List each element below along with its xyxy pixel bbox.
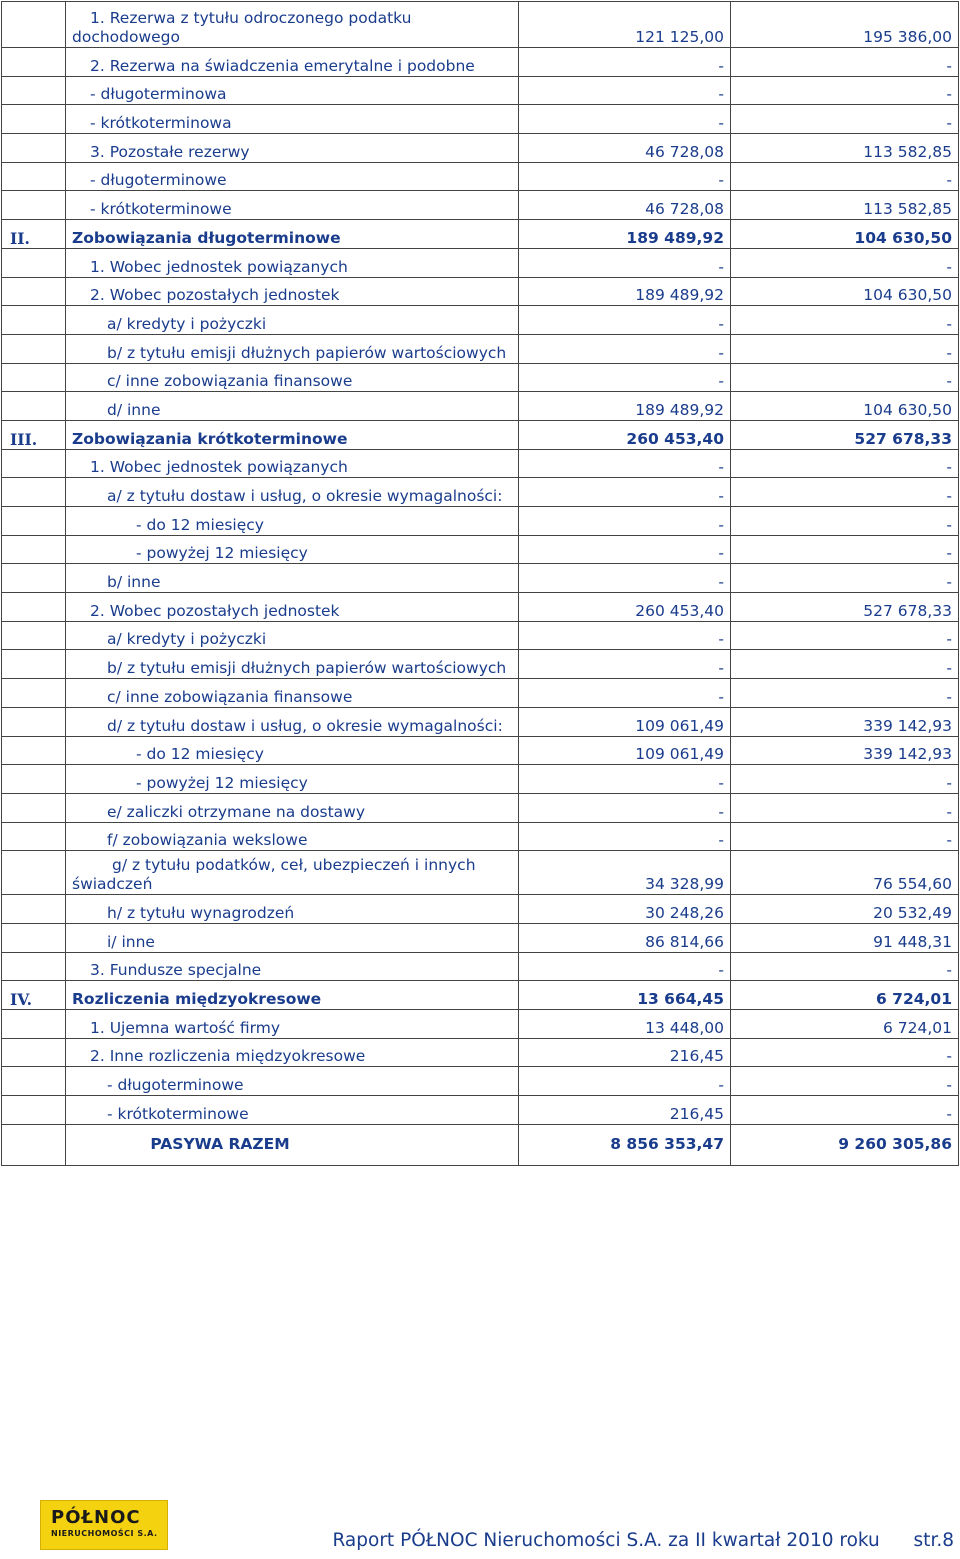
value-current: - [519, 162, 731, 191]
table-row [2, 952, 959, 981]
row-label: b/ z tytułu emisji dłużnych papierów wartościowych [66, 334, 519, 363]
section-number [2, 707, 66, 736]
value-previous: - [731, 650, 959, 679]
table-row [2, 851, 959, 895]
table-row [2, 105, 959, 134]
row-label: - krótkoterminowe [66, 191, 519, 220]
value-current: - [519, 822, 731, 851]
row-label: 1. Ujemna wartość firmy [66, 1010, 519, 1039]
row-label: 1. Wobec jednostek powiązanych [66, 248, 519, 277]
table-row [2, 478, 959, 507]
row-label-line: dochodowego [72, 28, 181, 46]
row-label: 1. Wobec jednostek powiązanych [66, 449, 519, 478]
value-previous: - [731, 449, 959, 478]
row-label: Rozliczenia międzyokresowe [66, 981, 519, 1010]
total-current: 8 856 353,47 [519, 1124, 731, 1165]
value-current: 30 248,26 [519, 895, 731, 924]
page-number: str.8 [913, 1530, 954, 1551]
value-previous: - [731, 306, 959, 335]
table-row [2, 48, 959, 77]
value-current: - [519, 507, 731, 536]
value-current: - [519, 793, 731, 822]
section-number [2, 1067, 66, 1096]
table-row [2, 822, 959, 851]
value-current: - [519, 952, 731, 981]
section-number [2, 134, 66, 163]
value-current: 189 489,92 [519, 392, 731, 421]
value-previous: - [731, 822, 959, 851]
table-row-total [2, 1124, 959, 1165]
value-current: 216,45 [519, 1096, 731, 1125]
section-number [2, 507, 66, 536]
row-label: c/ inne zobowiązania finansowe [66, 363, 519, 392]
section-number [2, 162, 66, 191]
value-current: 13 664,45 [519, 981, 731, 1010]
section-number [2, 1096, 66, 1125]
row-label: 2. Rezerwa na świadczenia emerytalne i podobne [66, 48, 519, 77]
section-number [2, 765, 66, 794]
value-current: - [519, 363, 731, 392]
value-previous: 76 554,60 [731, 851, 959, 895]
table-row [2, 507, 959, 536]
value-previous: - [731, 363, 959, 392]
value-previous: - [731, 621, 959, 650]
table-row [2, 535, 959, 564]
table-row [2, 679, 959, 708]
value-current: - [519, 105, 731, 134]
report-title: Raport PÓŁNOC Nieruchomości S.A. za II kwartał 2010 roku [332, 1530, 880, 1551]
page-footer [0, 1500, 960, 1559]
section-number [2, 851, 66, 895]
row-label: - powyżej 12 miesięcy [66, 535, 519, 564]
value-previous: - [731, 1067, 959, 1096]
table-row [2, 650, 959, 679]
value-previous: - [731, 48, 959, 77]
table-row [2, 191, 959, 220]
table-row [2, 306, 959, 335]
section-number [2, 76, 66, 105]
table-row [2, 621, 959, 650]
section-number [2, 650, 66, 679]
row-label-line: g/ z tytułu podatków, ceł, ubezpieczeń i innych [112, 856, 476, 875]
value-current: - [519, 564, 731, 593]
table-row [2, 76, 959, 105]
value-current: 260 453,40 [519, 420, 731, 449]
row-label: - krótkoterminowe [66, 1096, 519, 1125]
row-label: 2. Wobec pozostałych jednostek [66, 593, 519, 622]
value-current: - [519, 48, 731, 77]
table-row [2, 134, 959, 163]
row-label: f/ zobowiązania wekslowe [66, 822, 519, 851]
row-label: d/ inne [66, 392, 519, 421]
total-previous: 9 260 305,86 [731, 1124, 959, 1165]
value-current: - [519, 76, 731, 105]
value-previous: - [731, 564, 959, 593]
row-label: Zobowiązania długoterminowe [66, 220, 519, 249]
value-current: - [519, 478, 731, 507]
value-current: - [519, 650, 731, 679]
table-row [2, 248, 959, 277]
section-number [2, 621, 66, 650]
value-previous: 527 678,33 [731, 593, 959, 622]
row-label: - powyżej 12 miesięcy [66, 765, 519, 794]
table-row [2, 1067, 959, 1096]
section-number [2, 535, 66, 564]
row-label: - długoterminowe [66, 1067, 519, 1096]
company-logo [40, 1500, 168, 1550]
value-previous: - [731, 507, 959, 536]
value-previous: - [731, 535, 959, 564]
value-current: 109 061,49 [519, 736, 731, 765]
table-row [2, 736, 959, 765]
section-number [2, 48, 66, 77]
value-current: 34 328,99 [519, 851, 731, 895]
row-label [66, 2, 519, 48]
value-current: - [519, 679, 731, 708]
section-number [2, 679, 66, 708]
section-number [2, 334, 66, 363]
value-current: - [519, 621, 731, 650]
section-number [2, 277, 66, 306]
row-label: 3. Fundusze specjalne [66, 952, 519, 981]
footer-caption [332, 1530, 954, 1551]
row-label: 3. Pozostałe rezerwy [66, 134, 519, 163]
table-row [2, 449, 959, 478]
section-number [2, 822, 66, 851]
value-previous: 6 724,01 [731, 1010, 959, 1039]
value-previous: - [731, 952, 959, 981]
table-row [2, 420, 959, 449]
value-previous: - [731, 162, 959, 191]
table-row [2, 220, 959, 249]
section-number [2, 392, 66, 421]
section-number [2, 191, 66, 220]
row-label: a/ kredyty i pożyczki [66, 306, 519, 335]
value-current: 189 489,92 [519, 220, 731, 249]
value-current: - [519, 1067, 731, 1096]
value-previous: 20 532,49 [731, 895, 959, 924]
value-current: - [519, 535, 731, 564]
row-label: a/ z tytułu dostaw i usług, o okresie wymagalności: [66, 478, 519, 507]
table-row [2, 162, 959, 191]
table-row [2, 2, 959, 48]
row-label: Zobowiązania krótkoterminowe [66, 420, 519, 449]
value-current: 216,45 [519, 1038, 731, 1067]
value-current: 86 814,66 [519, 923, 731, 952]
value-current: - [519, 449, 731, 478]
table-row [2, 277, 959, 306]
value-previous: 6 724,01 [731, 981, 959, 1010]
row-label: - krótkoterminowa [66, 105, 519, 134]
value-previous: - [731, 679, 959, 708]
row-label: - długoterminowa [66, 76, 519, 105]
value-previous: - [731, 248, 959, 277]
row-label [66, 851, 519, 895]
section-number [2, 306, 66, 335]
table-row [2, 593, 959, 622]
section-number [2, 363, 66, 392]
value-current: - [519, 248, 731, 277]
value-previous: 339 142,93 [731, 707, 959, 736]
value-previous: - [731, 1038, 959, 1067]
row-label: 2. Wobec pozostałych jednostek [66, 277, 519, 306]
table-row [2, 765, 959, 794]
table-row [2, 564, 959, 593]
table-row [2, 895, 959, 924]
value-previous: - [731, 793, 959, 822]
value-previous: - [731, 76, 959, 105]
row-label: - długoterminowe [66, 162, 519, 191]
row-label: 2. Inne rozliczenia międzyokresowe [66, 1038, 519, 1067]
row-label: e/ zaliczki otrzymane na dostawy [66, 793, 519, 822]
value-previous: - [731, 478, 959, 507]
value-current: - [519, 765, 731, 794]
section-number: III. [2, 420, 66, 449]
row-label: c/ inne zobowiązania finansowe [66, 679, 519, 708]
section-number [2, 593, 66, 622]
row-label: - do 12 miesięcy [66, 507, 519, 536]
value-previous: - [731, 334, 959, 363]
table-row [2, 334, 959, 363]
section-number [2, 736, 66, 765]
table-row [2, 1010, 959, 1039]
row-label: b/ z tytułu emisji dłużnych papierów wartościowych [66, 650, 519, 679]
section-number: II. [2, 220, 66, 249]
value-previous: 339 142,93 [731, 736, 959, 765]
row-label: h/ z tytułu wynagrodzeń [66, 895, 519, 924]
section-number [2, 449, 66, 478]
value-current: 260 453,40 [519, 593, 731, 622]
section-number [2, 895, 66, 924]
value-current: 121 125,00 [519, 2, 731, 48]
section-number: IV. [2, 981, 66, 1010]
section-number [2, 952, 66, 981]
section-number [2, 793, 66, 822]
value-previous: 195 386,00 [731, 2, 959, 48]
section-number [2, 1124, 66, 1165]
value-current: - [519, 334, 731, 363]
value-previous: 527 678,33 [731, 420, 959, 449]
row-label: d/ z tytułu dostaw i usług, o okresie wymagalności: [66, 707, 519, 736]
row-label: - do 12 miesięcy [66, 736, 519, 765]
table-row [2, 1038, 959, 1067]
value-previous: 104 630,50 [731, 220, 959, 249]
table-row [2, 923, 959, 952]
section-number [2, 1038, 66, 1067]
logo-text: PÓŁNOC [51, 1507, 141, 1528]
value-previous: 91 448,31 [731, 923, 959, 952]
row-label-line: 1. Rezerwa z tytułu odroczonego podatku [90, 9, 412, 27]
value-current: 13 448,00 [519, 1010, 731, 1039]
row-label: b/ inne [66, 564, 519, 593]
section-number [2, 923, 66, 952]
table-row [2, 981, 959, 1010]
table-row [2, 793, 959, 822]
row-label-line: świadczeń [72, 875, 153, 894]
value-previous: - [731, 105, 959, 134]
table-row [2, 392, 959, 421]
value-current: 46 728,08 [519, 134, 731, 163]
row-label: a/ kredyty i pożyczki [66, 621, 519, 650]
row-label: i/ inne [66, 923, 519, 952]
section-number [2, 248, 66, 277]
value-previous: 113 582,85 [731, 191, 959, 220]
logo-subtext: NIERUCHOMOŚCI S.A. [51, 1529, 158, 1538]
table-row [2, 363, 959, 392]
value-current: - [519, 306, 731, 335]
section-number [2, 564, 66, 593]
value-previous: 104 630,50 [731, 392, 959, 421]
section-number [2, 1010, 66, 1039]
value-previous: 104 630,50 [731, 277, 959, 306]
section-number [2, 2, 66, 48]
value-current: 189 489,92 [519, 277, 731, 306]
value-previous: - [731, 765, 959, 794]
balance-sheet-table [1, 1, 959, 1166]
section-number [2, 105, 66, 134]
table-row [2, 707, 959, 736]
value-previous: - [731, 1096, 959, 1125]
total-label: PASYWA RAZEM [66, 1124, 519, 1165]
table-row [2, 1096, 959, 1125]
value-previous: 113 582,85 [731, 134, 959, 163]
value-current: 46 728,08 [519, 191, 731, 220]
section-number [2, 478, 66, 507]
value-current: 109 061,49 [519, 707, 731, 736]
